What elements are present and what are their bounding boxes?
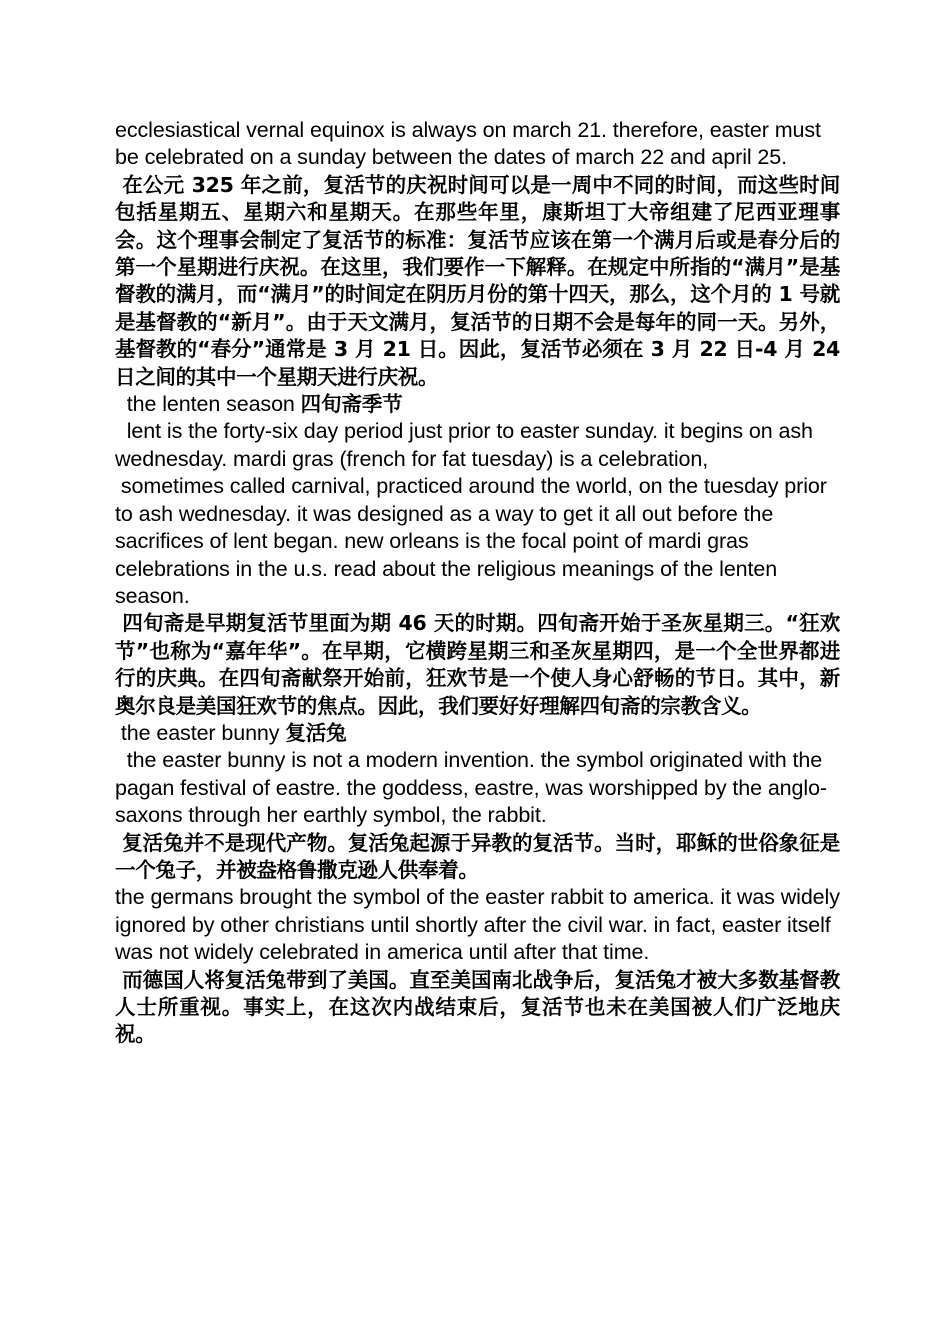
english-paragraph: the germans brought the symbol of the easter rabbit to america. it was widely ignored by other christians until shortly after the civil war. in fact, easter itself was not widely celebrated in america until after that time.	[115, 885, 846, 965]
heading-chinese: 复活兔	[285, 720, 347, 745]
chinese-paragraph: 复活兔并不是现代产物。复活兔起源于异教的复活节。当时，耶稣的世俗象征是一个兔子，并被盎格鲁撒克逊人供奉着。	[115, 830, 840, 882]
heading-chinese: 四旬斋季节	[300, 392, 403, 417]
chinese-paragraph: 而德国人将复活兔带到了美国。直至美国南北战争后，复活兔才被大多数基督教人士所重视。事实上，在这次内战结束后，复活节也未在美国被人们广泛地庆祝。	[115, 967, 840, 1047]
chinese-paragraph: 在公元 325 年之前，复活节的庆祝时间可以是一周中不同的时间，而这些时间包括星期五、星期六和星期天。在那些年里，康斯坦丁大帝组建了尼西亚理事会。这个理事会制定了复活节的标准：复活节应该在第一个满月后或是春分后的第一个星期进行庆祝。在这里，我们要作一下解释。在规定中所指的“满月”是基督教的满月，而“满月”的时间定在阴历月份的第十四天，那么，这个月的 1 号就是基督教的“新月”。由于天文满月，复活节的日期不会是每年的同一天。另外，基督教的“春分”通常是 3 月 21 日。因此，复活节必须在 3 月 22 日-4 月 24 日之间的其中一个星期天进行庆祝。	[115, 172, 847, 389]
chinese-paragraph: 四旬斋是早期复活节里面为期 46 天的时期。四旬斋开始于圣灰星期三。“狂欢节”也称为“嘉年华”。在早期，它横跨星期三和圣灰星期四，是一个全世界都进行的庆典。在四旬斋献祭开始前，狂欢节是一个使人身心舒畅的节日。其中，新奥尔良是美国狂欢节的焦点。因此，我们要好好理解四旬斋的宗教含义。	[115, 611, 840, 718]
english-paragraph: lent is the forty-six day period just prior to easter sunday. it begins on ash wednesday. mardi gras (french for fat tuesday) is a celebration,	[115, 419, 819, 471]
heading-english: the lenten season	[115, 392, 301, 417]
english-paragraph: the easter bunny is not a modern invention. the symbol originated with the pagan festival of eastre. the goddess, eastre, was worshipped by the anglo-saxons through her earthly symbol, the rabbit.	[115, 748, 828, 828]
english-paragraph: sometimes called carnival, practiced around the world, on the tuesday prior to ash wednesday. it was designed as a way to get it all out before the sacrifices of lent began. new orleans is the focal point of mardi gras celebrations in the u.s. read about the religious meanings of the lenten season.	[115, 474, 833, 608]
heading-english: the easter bunny	[115, 720, 286, 745]
document-page	[115, 117, 847, 1049]
section-heading-easter-bunny	[115, 720, 840, 747]
english-paragraph: ecclesiastical vernal equinox is always on march 21. therefore, easter must be celebrated on a sunday between the dates of march 22 and april 25.	[115, 118, 827, 170]
section-heading-lenten-season	[115, 391, 840, 418]
